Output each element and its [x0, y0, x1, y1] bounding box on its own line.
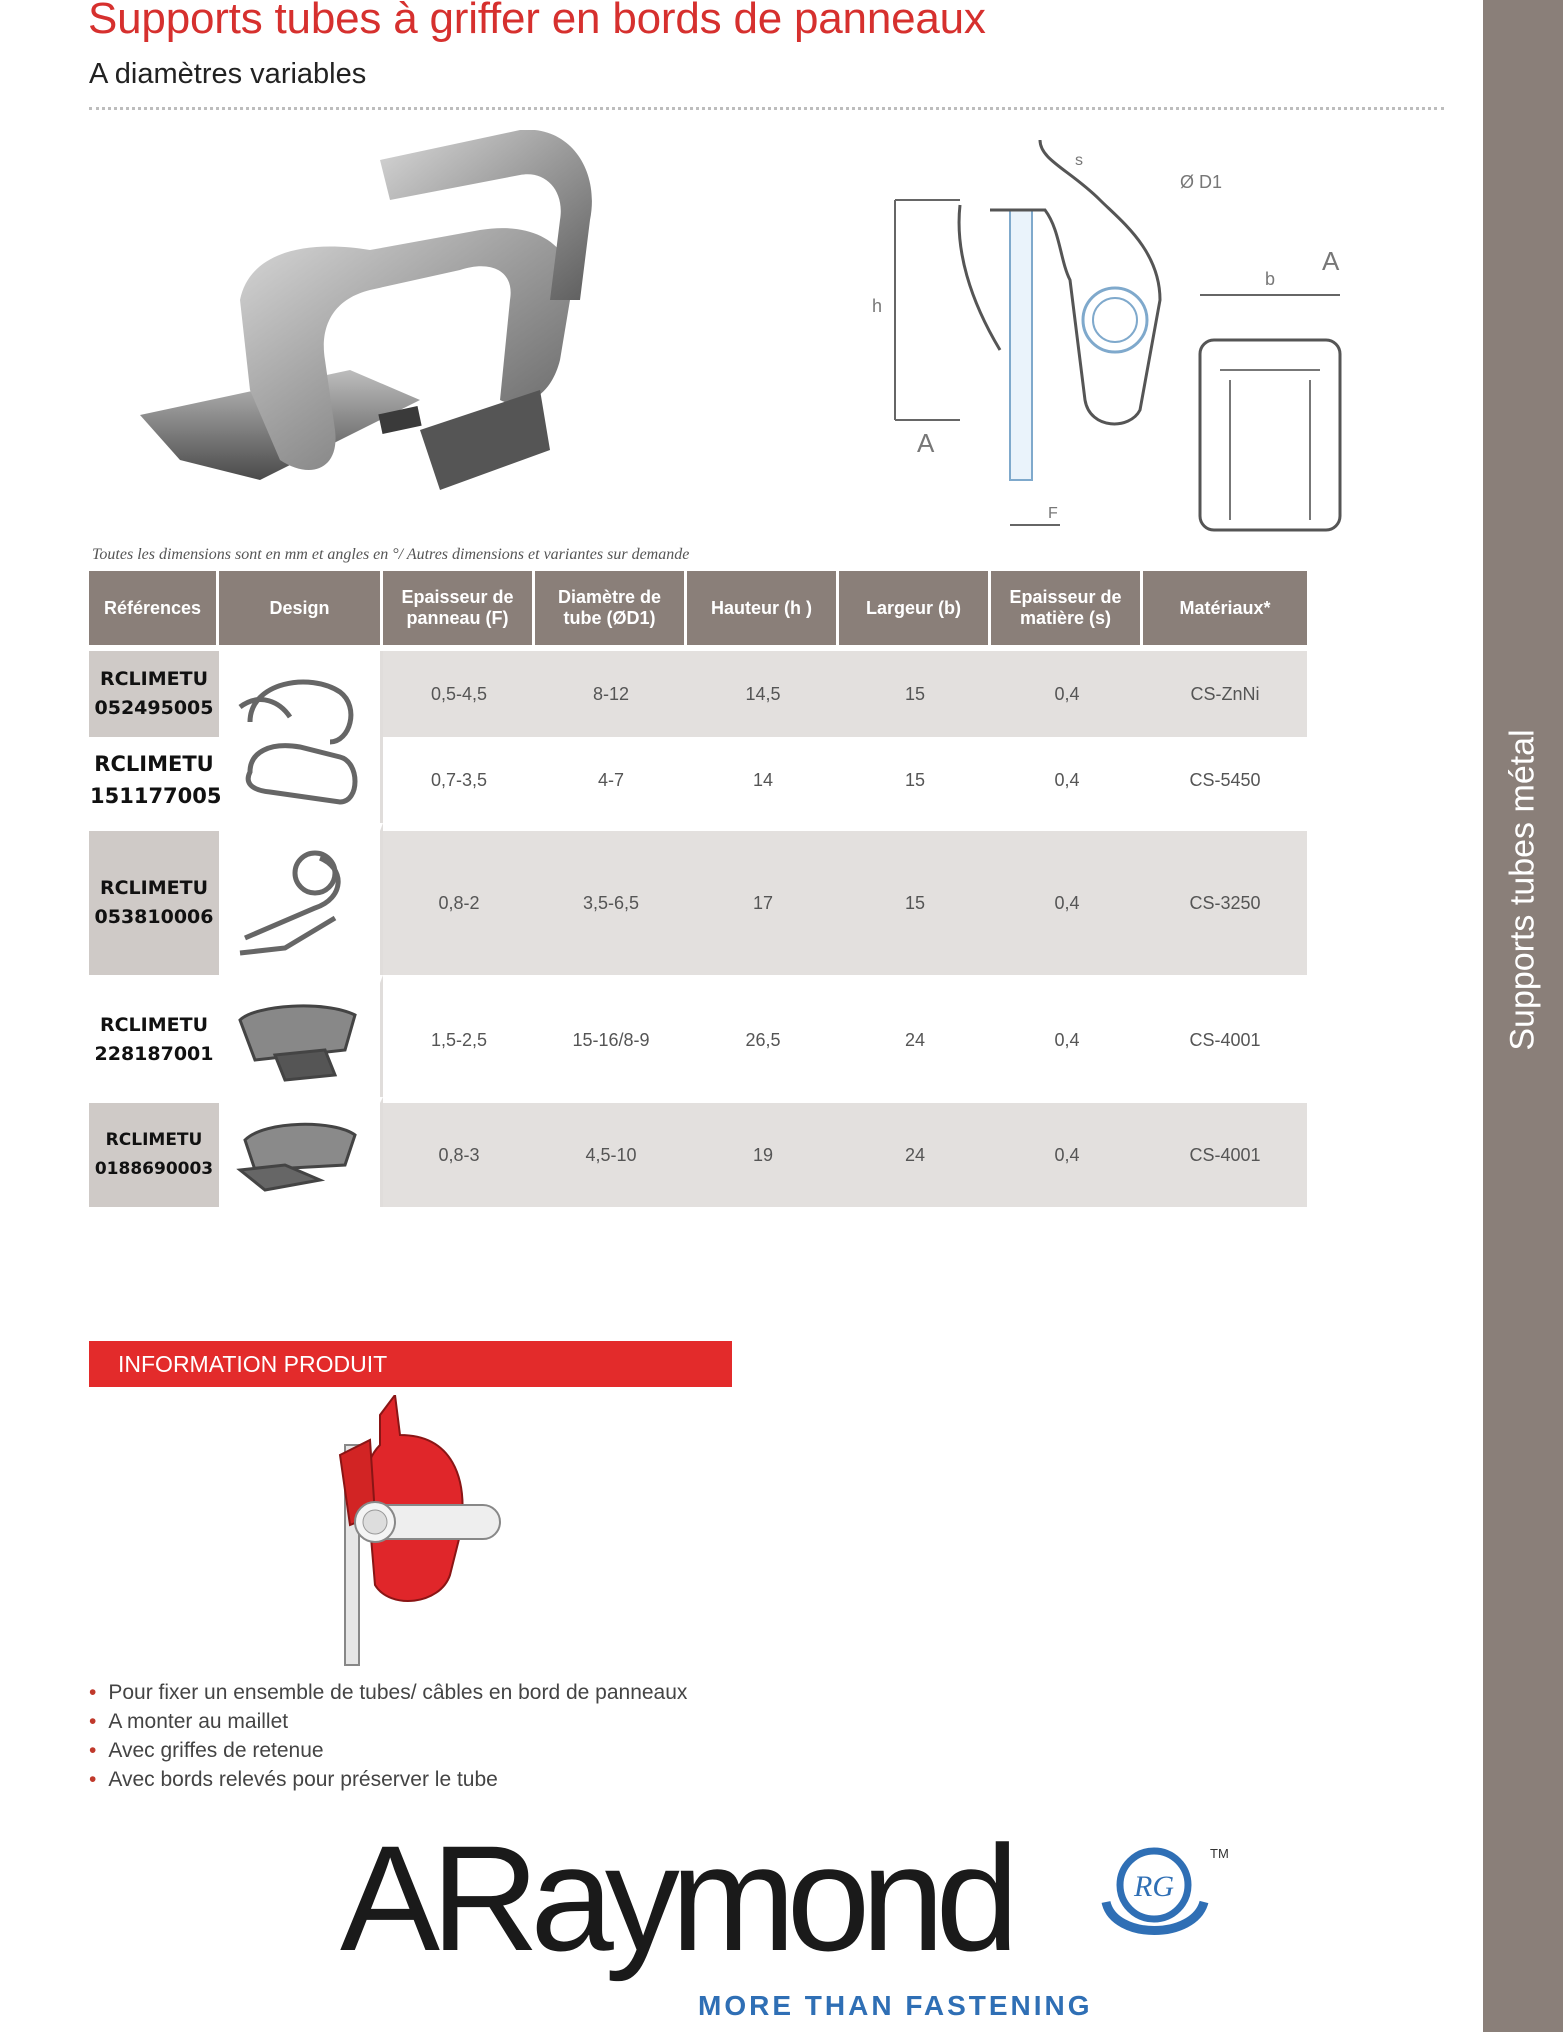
- panel-thickness-cell: 0,8-3: [383, 1097, 535, 1207]
- tube-diameter-cell: 4,5-10: [535, 1097, 687, 1207]
- dim-f-label: F: [1048, 505, 1058, 522]
- feature-list: [89, 1678, 687, 1794]
- table-row: [89, 975, 1307, 1097]
- dimensions-note: Toutes les dimensions sont en mm et angles en °/ Autres dimensions et variantes sur demande: [92, 546, 690, 563]
- ref-prefix: RCLIMETU: [99, 668, 209, 690]
- col-header: Diamètre de tube (ØD1): [535, 571, 687, 651]
- side-band-label: Supports tubes métal: [1503, 729, 1542, 1051]
- spec-table: [89, 571, 1307, 1207]
- ref-prefix: RCLIMETU: [105, 1130, 203, 1150]
- material-thickness-cell: 0,4: [991, 737, 1143, 823]
- ref-prefix: RCLIMETU: [99, 877, 209, 899]
- view-a-label: A: [1322, 246, 1340, 276]
- ref-number: 053810006: [94, 906, 214, 928]
- width-cell: 24: [839, 1097, 991, 1207]
- logo-mark-text: RG: [1134, 1870, 1174, 1903]
- col-header: Epaisseur de matière (s): [991, 571, 1143, 651]
- ref-number: 151177005: [90, 784, 222, 808]
- araymond-logo: [340, 1814, 1240, 2021]
- feature-item: • Avec griffes de retenue: [89, 1736, 687, 1765]
- dim-h-label: h: [872, 296, 883, 316]
- reference-cell: [89, 823, 219, 975]
- design-cell: [219, 823, 383, 975]
- feature-item: • Pour fixer un ensemble de tubes/ câbles en bord de panneaux: [89, 1678, 687, 1707]
- col-header: Largeur (b): [839, 571, 991, 651]
- page-subtitle: A diamètres variables: [89, 58, 367, 90]
- width-cell: 15: [839, 823, 991, 975]
- material-cell: CS-3250: [1143, 823, 1307, 975]
- material-cell: CS-ZnNi: [1143, 651, 1307, 737]
- clip-photo: [120, 130, 720, 530]
- reference-cell: [89, 737, 222, 823]
- reference-cell: [89, 975, 219, 1097]
- height-cell: 14: [687, 737, 839, 823]
- reference-cell: [89, 651, 219, 737]
- tube-diameter-cell: 8-12: [535, 651, 687, 737]
- page-title: Supports tubes à griffer en bords de panneaux: [88, 0, 986, 43]
- info-heading: INFORMATION PRODUIT: [89, 1341, 732, 1387]
- material-thickness-cell: 0,4: [991, 651, 1143, 737]
- col-header: Matériaux*: [1143, 571, 1307, 651]
- panel-thickness-cell: 0,5-4,5: [383, 651, 535, 737]
- height-cell: 26,5: [687, 975, 839, 1097]
- material-thickness-cell: 0,4: [991, 975, 1143, 1097]
- width-cell: 24: [839, 975, 991, 1097]
- feature-item: • Avec bords relevés pour préserver le tube: [89, 1765, 687, 1794]
- divider: [89, 107, 1444, 110]
- material-cell: CS-4001: [1143, 1097, 1307, 1207]
- height-cell: 14,5: [687, 651, 839, 737]
- design-cell: [219, 1097, 383, 1207]
- table-row: [89, 651, 1307, 737]
- rg-logo-icon: [1092, 1840, 1232, 1950]
- ref-number: 052495005: [94, 697, 214, 719]
- height-cell: 17: [687, 823, 839, 975]
- col-header: Epaisseur de panneau (F): [383, 571, 535, 651]
- table-row: [89, 1097, 1307, 1207]
- clip-thumbnail: [225, 990, 375, 1090]
- col-header: Design: [219, 571, 383, 651]
- clip-thumbnail: [225, 838, 375, 968]
- col-header: Références: [89, 571, 219, 651]
- table-row: [89, 823, 1307, 975]
- logo-tagline: MORE THAN FASTENING: [698, 1990, 1093, 2021]
- width-cell: 15: [839, 651, 991, 737]
- view-a-arrow-label: A: [917, 428, 935, 458]
- trademark-text: TM: [1210, 1846, 1229, 1861]
- panel-thickness-cell: 0,7-3,5: [383, 737, 535, 823]
- ref-prefix: RCLIMETU: [94, 752, 214, 776]
- ref-number: 0188690003: [94, 1159, 214, 1179]
- logo-wordmark: ARaymond: [340, 1814, 1011, 1982]
- table-header-row: [89, 571, 1307, 651]
- tube-diameter-cell: 4-7: [535, 737, 687, 823]
- clip-thumbnail: [230, 662, 370, 812]
- material-thickness-cell: 0,4: [991, 823, 1143, 975]
- red-clip-illustration: [300, 1395, 530, 1670]
- clip-thumbnail: [225, 1110, 375, 1200]
- dim-d1-label: Ø D1: [1180, 172, 1223, 192]
- ref-number: 228187001: [94, 1043, 214, 1065]
- tube-diameter-cell: 15-16/8-9: [535, 975, 687, 1097]
- feature-item: • A monter au maillet: [89, 1707, 687, 1736]
- design-cell: [219, 651, 383, 823]
- dim-s-label: s: [1075, 152, 1083, 169]
- panel-thickness-cell: 1,5-2,5: [383, 975, 535, 1097]
- height-cell: 19: [687, 1097, 839, 1207]
- tube-diameter-cell: 3,5-6,5: [535, 823, 687, 975]
- technical-drawing: [860, 130, 1400, 540]
- reference-cell: [89, 1097, 219, 1207]
- material-thickness-cell: 0,4: [991, 1097, 1143, 1207]
- material-cell: CS-4001: [1143, 975, 1307, 1097]
- panel-thickness-cell: 0,8-2: [383, 823, 535, 975]
- design-cell: [219, 975, 383, 1097]
- col-header: Hauteur (h ): [687, 571, 839, 651]
- dim-b-label: b: [1265, 269, 1276, 289]
- ref-prefix: RCLIMETU: [99, 1014, 209, 1036]
- material-cell: CS-5450: [1143, 737, 1307, 823]
- width-cell: 15: [839, 737, 991, 823]
